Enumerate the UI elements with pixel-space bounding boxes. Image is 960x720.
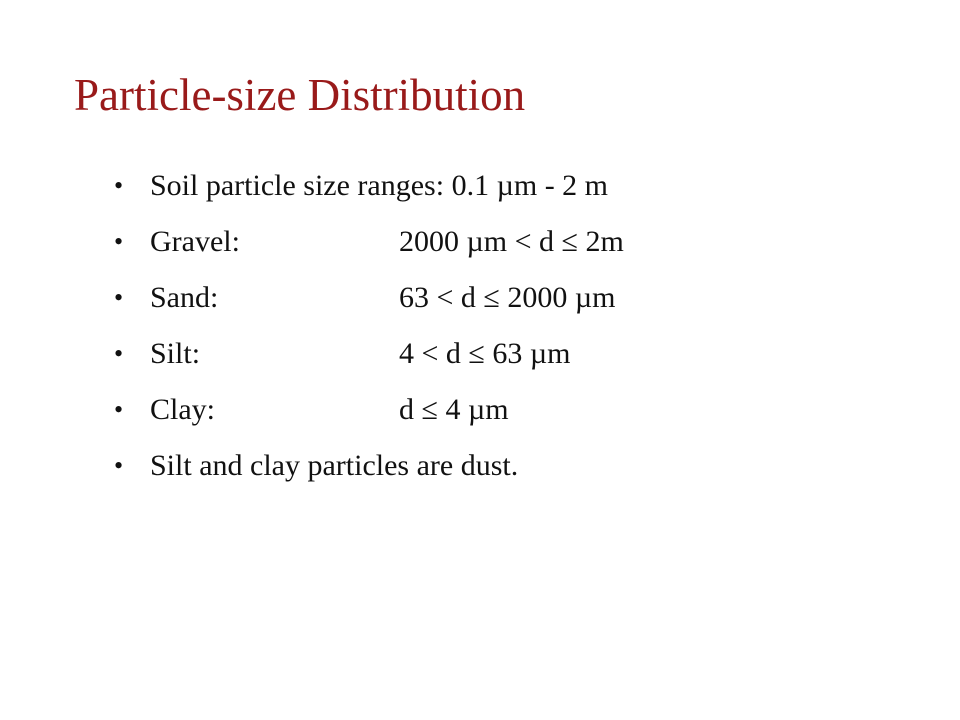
bullet-icon: • (114, 395, 124, 424)
bullet-value-clay: d ≤ 4 µm (399, 393, 509, 426)
bullet-value-gravel: 2000 µm < d ≤ 2m (399, 225, 624, 258)
bullet-icon: • (114, 451, 124, 480)
bullet-icon: • (114, 171, 124, 200)
slide-title: Particle-size Distribution (74, 70, 526, 120)
bullet-value-silt: 4 < d ≤ 63 µm (399, 337, 571, 370)
bullet-text: Silt and clay particles are dust. (150, 449, 519, 482)
bullet-label-silt: Silt: (150, 337, 201, 370)
bullet-label-clay: Clay: (150, 393, 215, 426)
bullet-icon: • (114, 283, 124, 312)
bullet-label-sand: Sand: (150, 281, 219, 314)
bullet-icon: • (114, 339, 124, 368)
bullet-value-sand: 63 < d ≤ 2000 µm (399, 281, 616, 314)
bullet-icon: • (114, 227, 124, 256)
bullet-label-gravel: Gravel: (150, 225, 240, 258)
bullet-text: Soil particle size ranges: 0.1 µm - 2 m (150, 169, 609, 202)
